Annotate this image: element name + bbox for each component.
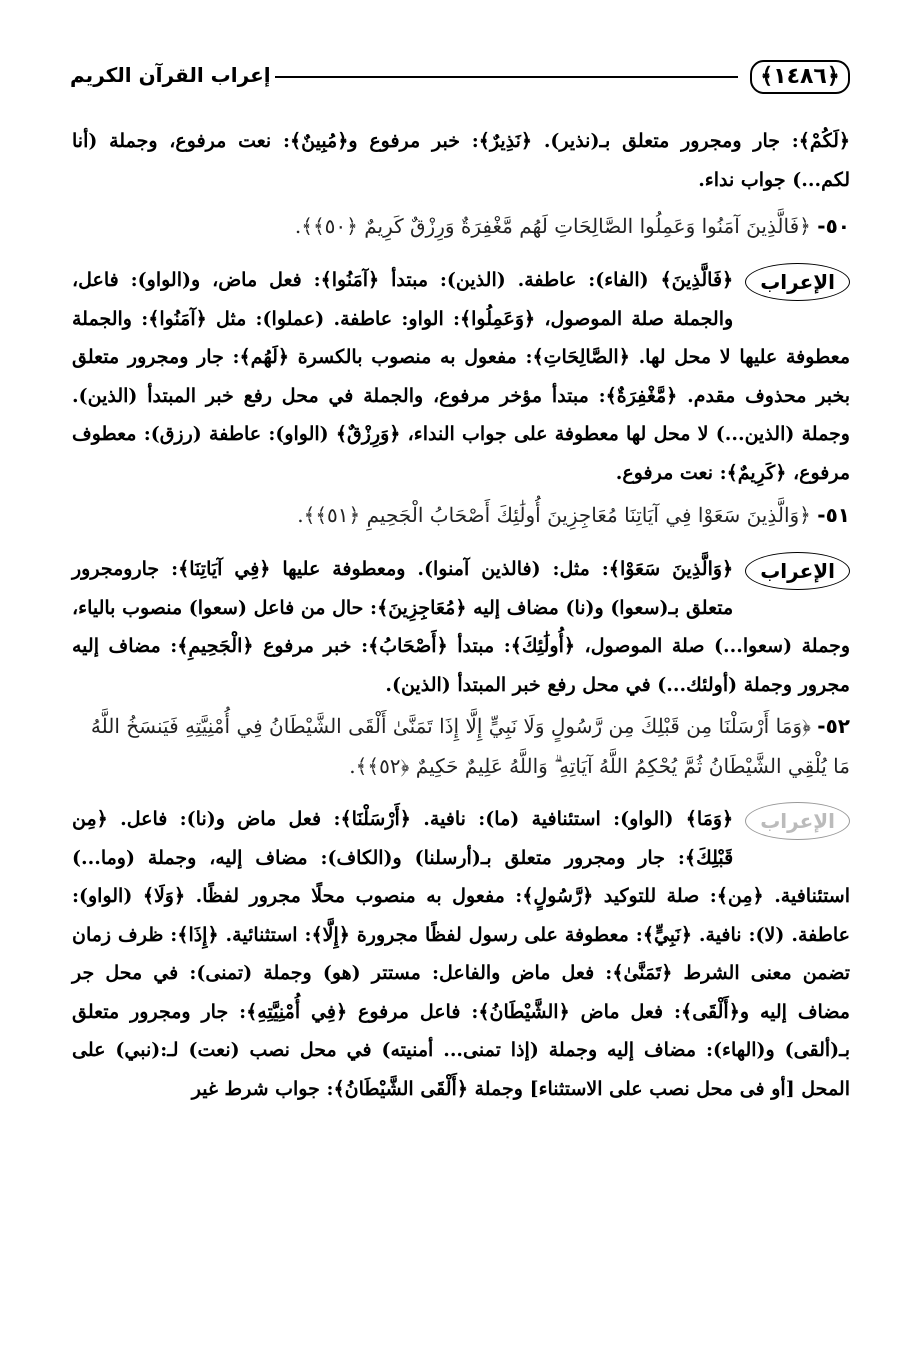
verse-number: ٥٠- (817, 214, 850, 238)
page-header (70, 58, 850, 98)
irab-paragraph: ﴿فَالَّذِينَ﴾ (الفاء): عاطفة. (الذين): مبتدأ ﴿آمَنُوا﴾: فعل ماض، و(الواو): فاعل، والجملة صلة الموصول، ﴿وَعَمِلُوا﴾: الواو: عاطفة. (عملوا): مثل ﴿آمَنُوا﴾: والجملة معطوفة عليها لا محل لها. ﴿الصَّالِحَاتِ﴾: مفعول به منصوب بالكسرة ﴿لَهُم﴾: جار ومجرور متعلق بخبر محذوف مقدم. ﴿مَّغْفِرَةٌ﴾: مبتدأ مؤخر مرفوع، والجملة في محل رفع خبر المبتدأ (الذين). وجملة (الذين...) لا محل لها معطوفة على جواب النداء، ﴿وَرِزْقٌ﴾ (الواو): عاطفة (رزق): معطوف مرفوع، ﴿كَرِيمٌ﴾: نعت مرفوع. (72, 269, 850, 484)
book-title: إعراب القرآن الكريم (70, 63, 271, 87)
irab-section-52 (72, 800, 850, 1108)
continued-paragraph: ﴿لَكُمْ﴾: جار ومجرور متعلق بـ(نذير). ﴿نَذِيرٌ﴾: خبر مرفوع و﴿مُبِينٌ﴾: نعت مرفوع، وجملة (أنا لكم...) جواب نداء. (72, 130, 850, 191)
header-rule (275, 76, 738, 78)
irab-label: الإعراب (745, 802, 850, 840)
irab-section-50 (72, 261, 850, 492)
irab-paragraph: ﴿وَالَّذِينَ سَعَوْا﴾: مثل: (فالذين آمنوا). ومعطوفة عليها ﴿فِي آيَاتِنَا﴾: جارومجرور متعلق بـ(سعوا) و(نا) مضاف إليه ﴿مُعَاجِزِينَ﴾: حال من فاعل (سعوا) منصوب بالياء، وجملة (سعوا...) صلة الموصول، ﴿أُولَٰئِكَ﴾: مبتدأ ﴿أَصْحَابُ﴾: خبر مرفوع ﴿الْجَحِيمِ﴾: مضاف إليه مجرور وجملة (أولئك...) في محل رفع خبر المبتدأ (الذين). (72, 558, 850, 696)
irab-label: الإعراب (745, 552, 850, 590)
page-number: ﴿١٤٨٦﴾ (750, 60, 850, 94)
verse-50 (72, 205, 850, 247)
verse-52 (72, 706, 850, 786)
irab-section-51 (72, 550, 850, 704)
irab-label: الإعراب (745, 263, 850, 301)
verse-text: ﴿وَمَا أَرْسَلْنَا مِن قَبْلِكَ مِن رَّسُولٍ وَلَا نَبِيٍّ إِلَّا إِذَا تَمَنَّىٰ أَلْقَى الشَّيْطَانُ فِي أُمْنِيَّتِهِ فَيَنسَخُ اللَّهُ مَا يُلْقِي الشَّيْطَانُ ثُمَّ يُحْكِمُ اللَّهُ آيَاتِهِ ۗ وَاللَّهُ عَلِيمٌ حَكِيمٌ ﴿٥٢﴾﴾. (90, 714, 850, 778)
verse-text: ﴿وَالَّذِينَ سَعَوْا فِي آيَاتِنَا مُعَاجِزِينَ أُولَٰئِكَ أَصْحَابُ الْجَحِيمِ ﴿٥١﴾﴾. (297, 503, 811, 527)
verse-51 (72, 494, 850, 536)
page-body (72, 122, 850, 1108)
verse-number: ٥١- (817, 503, 850, 527)
verse-text: ﴿فَالَّذِينَ آمَنُوا وَعَمِلُوا الصَّالِحَاتِ لَهُم مَّغْفِرَةٌ وَرِزْقٌ كَرِيمٌ ﴿٥٠﴾﴾. (294, 214, 811, 238)
irab-paragraph: ﴿وَمَا﴾ (الواو): استئنافية (ما): نافية. ﴿أَرْسَلْنَا﴾: فعل ماض و(نا): فاعل. ﴿مِن قَبْلِكَ﴾: جار ومجرور متعلق بـ(أرسلنا) و(الكاف): مضاف إليه، وجملة (وما...) استئنافية. ﴿مِن﴾: صلة للتوكيد ﴿رَّسُولٍ﴾: مفعول به منصوب محلًا مجرور لفظًا. ﴿وَلَا﴾ (الواو): عاطفة. (لا): نافية. ﴿نَبِيٍّ﴾: معطوفة على رسول لفظًا مجرورة ﴿إِلَّا﴾: استثنائية. ﴿إِذَا﴾: ظرف زمان تضمن معنى الشرط ﴿تَمَنَّىٰ﴾: فعل ماض والفاعل: مستتر (هو) وجملة (تمنى): في محل جر مضاف إليه و﴿أَلْقَى﴾: فعل ماض ﴿الشَّيْطَانُ﴾: فاعل مرفوع ﴿فِي أُمْنِيَّتِهِ﴾: جار ومجرور متعلق بـ(ألقى) و(الهاء): مضاف إليه وجملة (إذا تمنى... أمنيته) في محل نصب (نعت) لـ:(نبي) على المحل [أو فى محل نصب على الاستثناء] وجملة ﴿أَلْقَى الشَّيْطَانُ﴾: جواب شرط غير (72, 808, 850, 1100)
verse-number: ٥٢- (817, 714, 850, 738)
